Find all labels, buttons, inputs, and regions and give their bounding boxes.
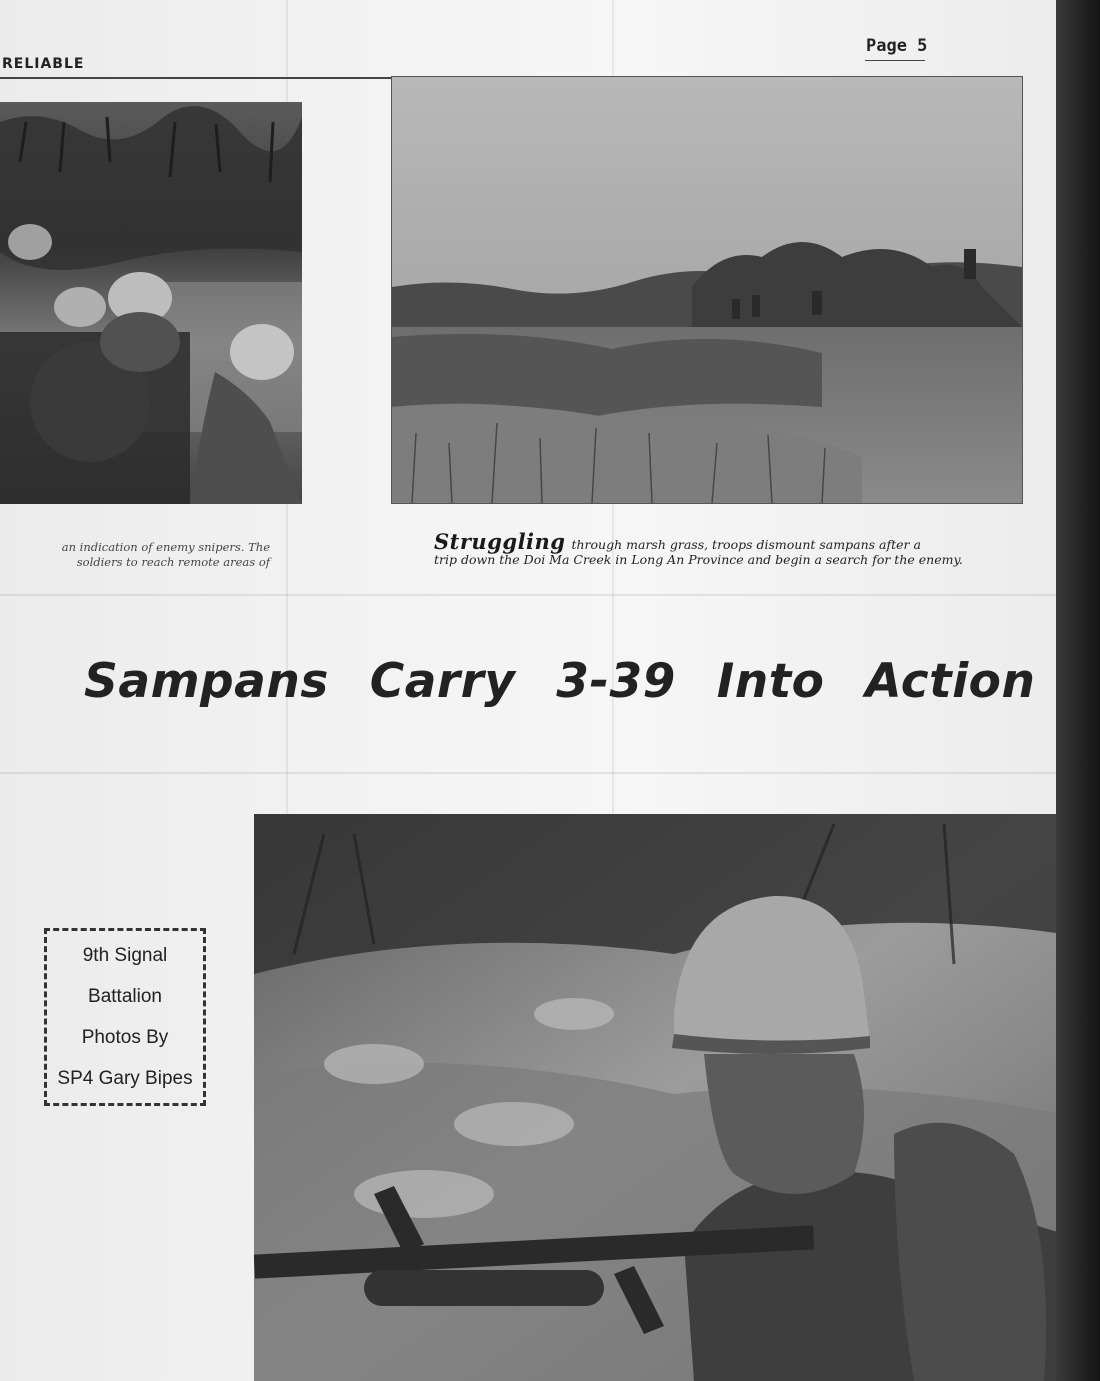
marsh-photo bbox=[391, 76, 1023, 504]
caption-lead-word: Struggling bbox=[434, 529, 566, 554]
masthead-fragment: RELIABLE bbox=[2, 56, 85, 72]
headline: Sampans Carry 3-39 Into Action bbox=[84, 654, 1036, 709]
page-number-underline bbox=[865, 60, 925, 61]
caption-line: through marsh grass, troops dismount sampans after a bbox=[571, 537, 921, 552]
soldiers-photo bbox=[0, 102, 302, 504]
photo-credit-box bbox=[44, 928, 206, 1106]
soldier-rifle-photo bbox=[254, 814, 1062, 1381]
page-edge-shadow bbox=[1056, 0, 1100, 1381]
caption-line: soldiers to reach remote areas of bbox=[76, 555, 270, 569]
caption-line: trip down the Doi Ma Creek in Long An Province and begin a search for the enemy. bbox=[434, 552, 963, 567]
left-photo-caption bbox=[2, 540, 270, 570]
fold-line bbox=[0, 772, 1062, 774]
credit-line: 9th Signal bbox=[82, 944, 168, 966]
credit-line: Photos By bbox=[81, 1026, 169, 1048]
credit-line: Battalion bbox=[88, 985, 162, 1007]
page-number: Page 5 bbox=[866, 36, 928, 56]
credit-line: SP4 Gary Bipes bbox=[57, 1067, 193, 1089]
marsh-photo-caption bbox=[434, 529, 1004, 567]
fold-line bbox=[0, 594, 1062, 596]
caption-line: an indication of enemy snipers. The bbox=[61, 540, 270, 554]
